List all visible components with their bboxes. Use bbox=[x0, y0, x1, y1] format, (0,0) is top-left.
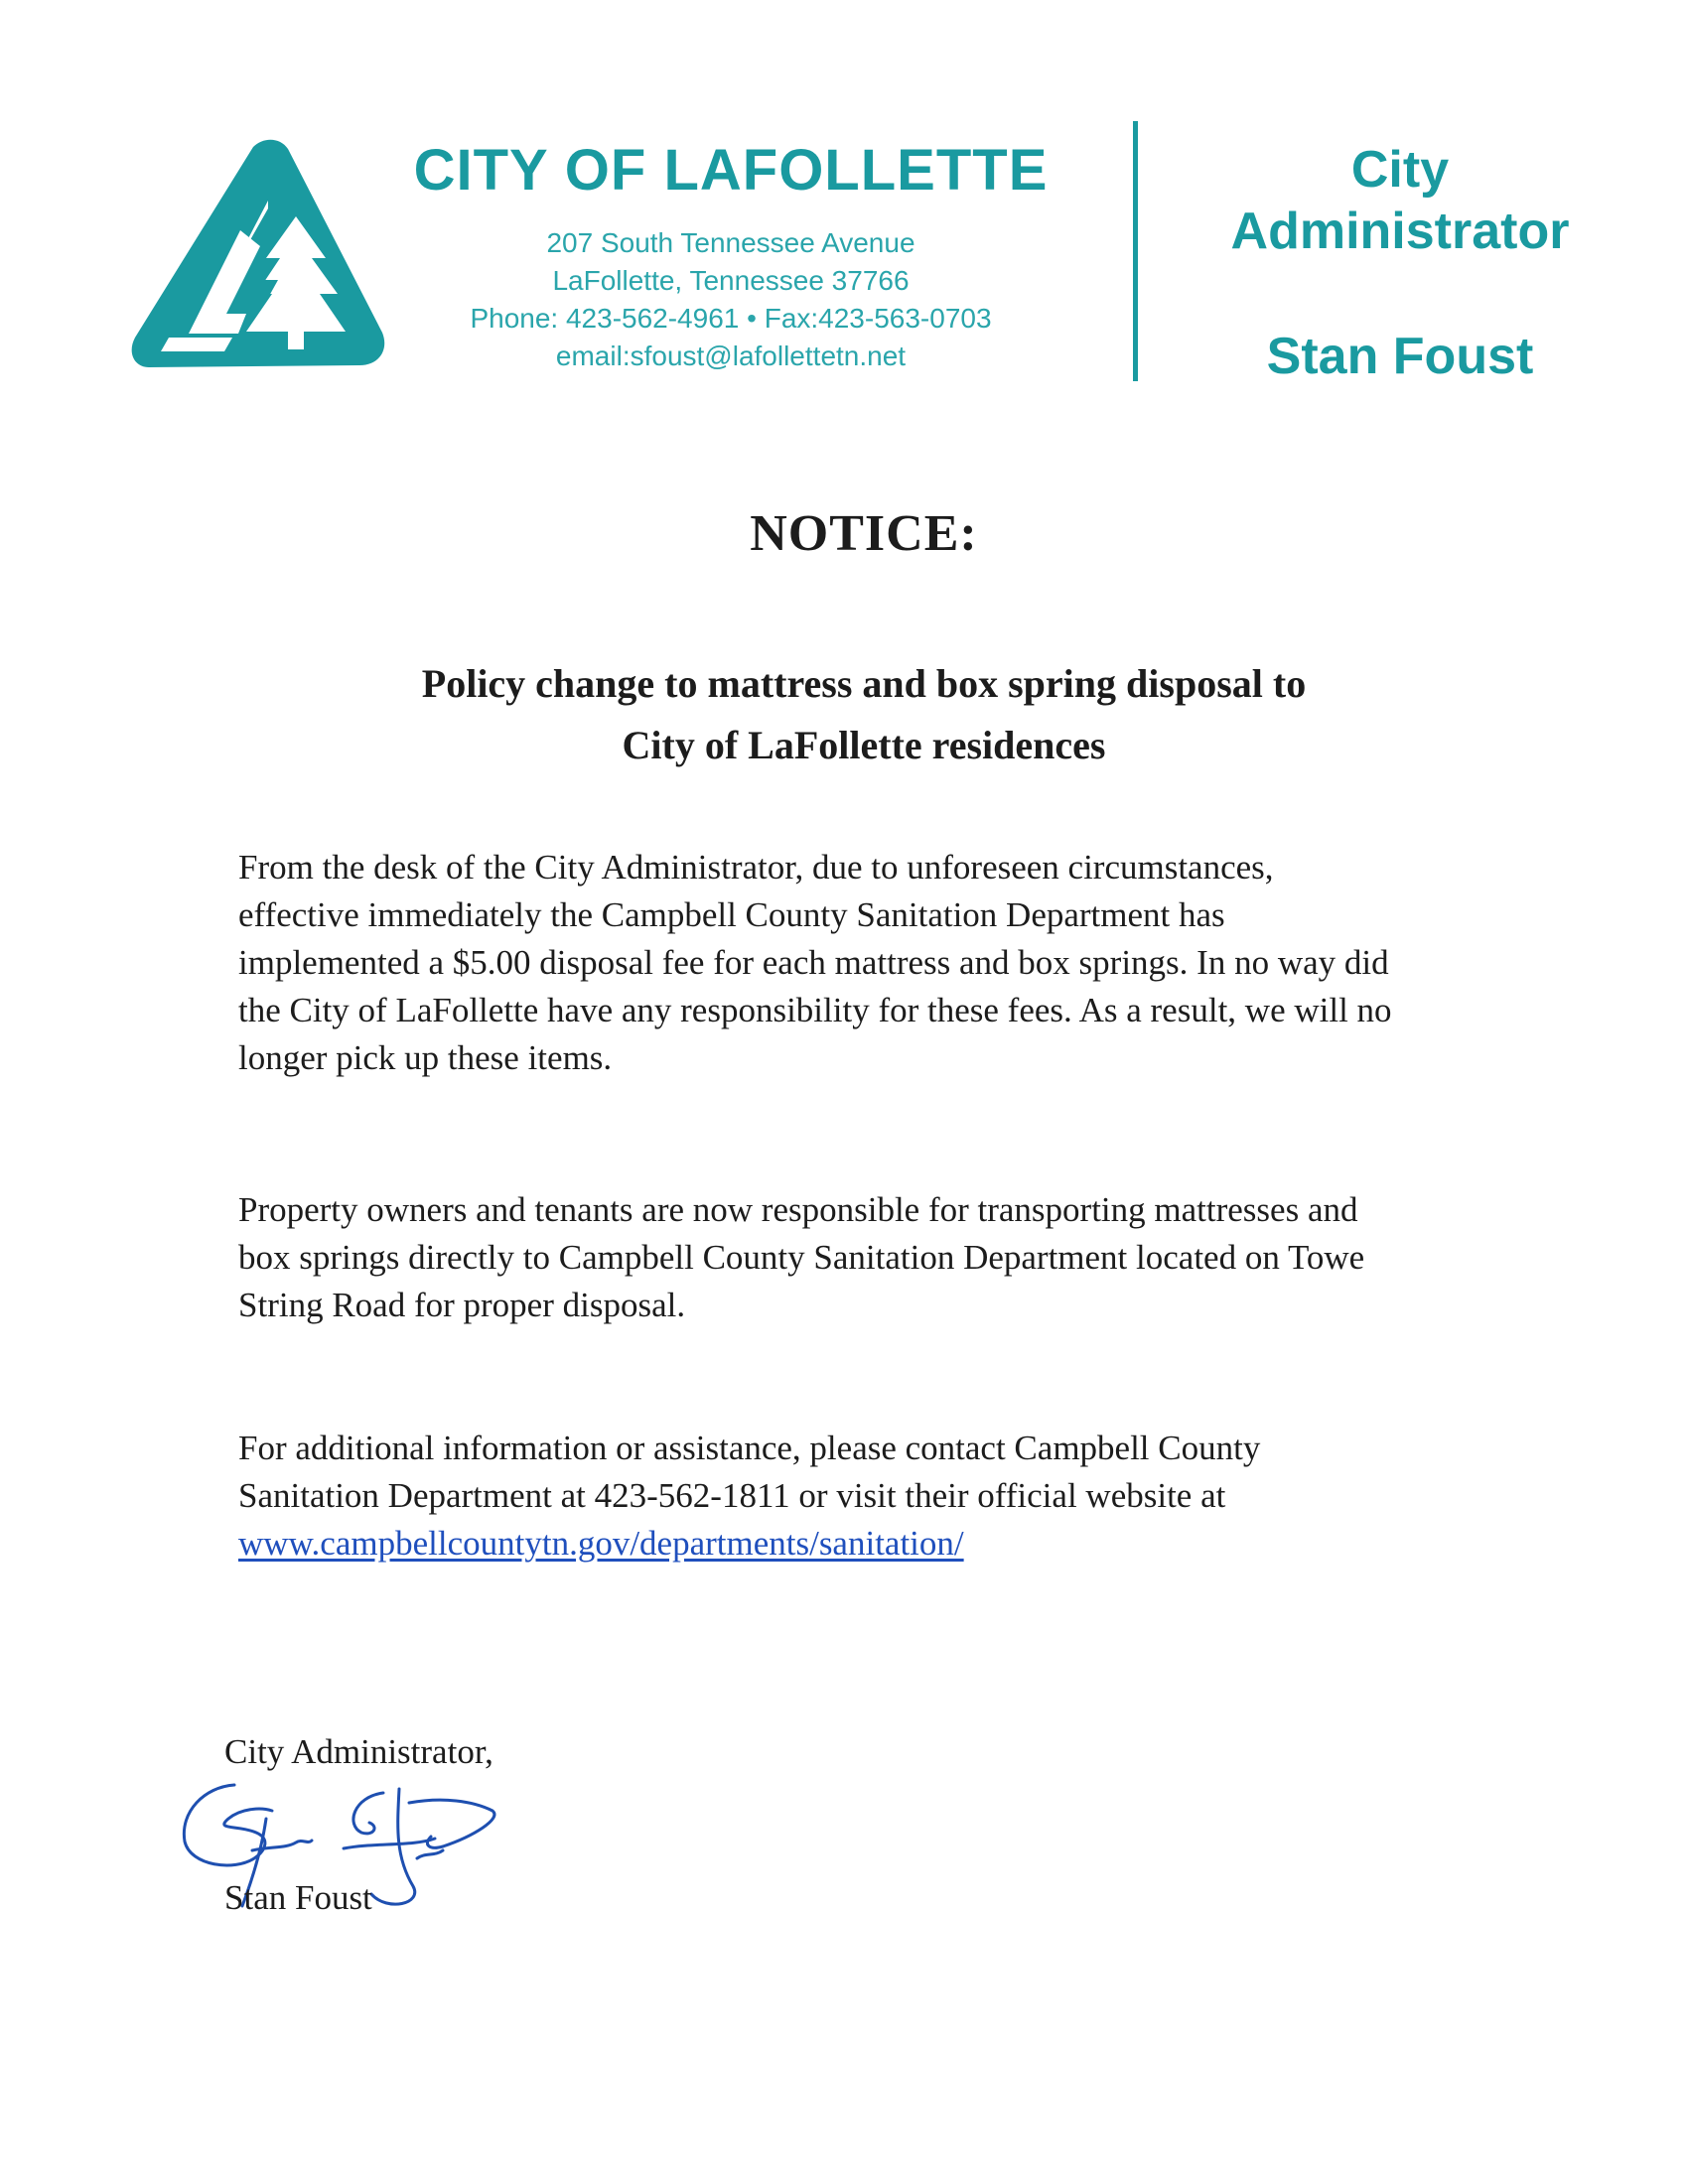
address-block bbox=[393, 224, 1068, 375]
administrator-name: Stan Foust bbox=[1266, 328, 1534, 385]
paragraph-line: box springs directly to Campbell County Sanitation Department located on Towe bbox=[238, 1238, 1365, 1277]
paragraph-contact bbox=[238, 1425, 1479, 1568]
paragraph-line: longer pick up these items. bbox=[238, 1038, 613, 1077]
title-line-administrator: Administrator bbox=[1230, 203, 1570, 260]
email-address: email:sfoust@lafollettetn.net bbox=[555, 341, 907, 371]
notice-subheading bbox=[298, 653, 1430, 776]
paragraph-line: effective immediately the Campbell County Sanitation Department has bbox=[238, 895, 1225, 934]
title-line-city: City bbox=[1350, 141, 1450, 199]
phone-fax: Phone: 423-562-4961 • Fax:423-563-0703 bbox=[470, 303, 992, 334]
paragraph-line: implemented a $5.00 disposal fee for each mattress and box springs. In no way did bbox=[238, 943, 1389, 982]
paragraph-fee-announcement bbox=[238, 844, 1479, 1082]
triangle-tree-logo-icon bbox=[129, 139, 387, 372]
paragraph-line: Property owners and tenants are now responsible for transporting mattresses and bbox=[238, 1190, 1358, 1229]
subheading-line-1: Policy change to mattress and box spring disposal to bbox=[421, 661, 1307, 706]
notice-heading: NOTICE: bbox=[750, 505, 978, 562]
paragraph-line: Sanitation Department at 423-562-1811 or visit their official website at bbox=[238, 1476, 1226, 1515]
administrator-title-block bbox=[1172, 139, 1628, 387]
street-address: 207 South Tennessee Avenue bbox=[546, 227, 915, 258]
paragraph-line: the City of LaFollette have any responsibility for these fees. As a result, we will no bbox=[238, 991, 1392, 1029]
signer-name: Stan Foust bbox=[224, 1878, 372, 1917]
closing-title: City Administrator, bbox=[224, 1732, 493, 1771]
paragraph-line: From the desk of the City Administrator, due to unforeseen circumstances, bbox=[238, 848, 1274, 887]
org-name: CITY OF LAFOLLETTE bbox=[413, 138, 1049, 203]
city-state-zip: LaFollette, Tennessee 37766 bbox=[552, 265, 910, 296]
sanitation-website-link[interactable]: www.campbellcountytn.gov/departments/sanitation/ bbox=[238, 1524, 964, 1563]
subheading-line-2: City of LaFollette residences bbox=[622, 723, 1106, 767]
paragraph-responsibility bbox=[238, 1186, 1479, 1329]
paragraph-line: For additional information or assistance, please contact Campbell County bbox=[238, 1429, 1261, 1467]
header-divider bbox=[1133, 121, 1138, 381]
paragraph-line: String Road for proper disposal. bbox=[238, 1286, 686, 1324]
